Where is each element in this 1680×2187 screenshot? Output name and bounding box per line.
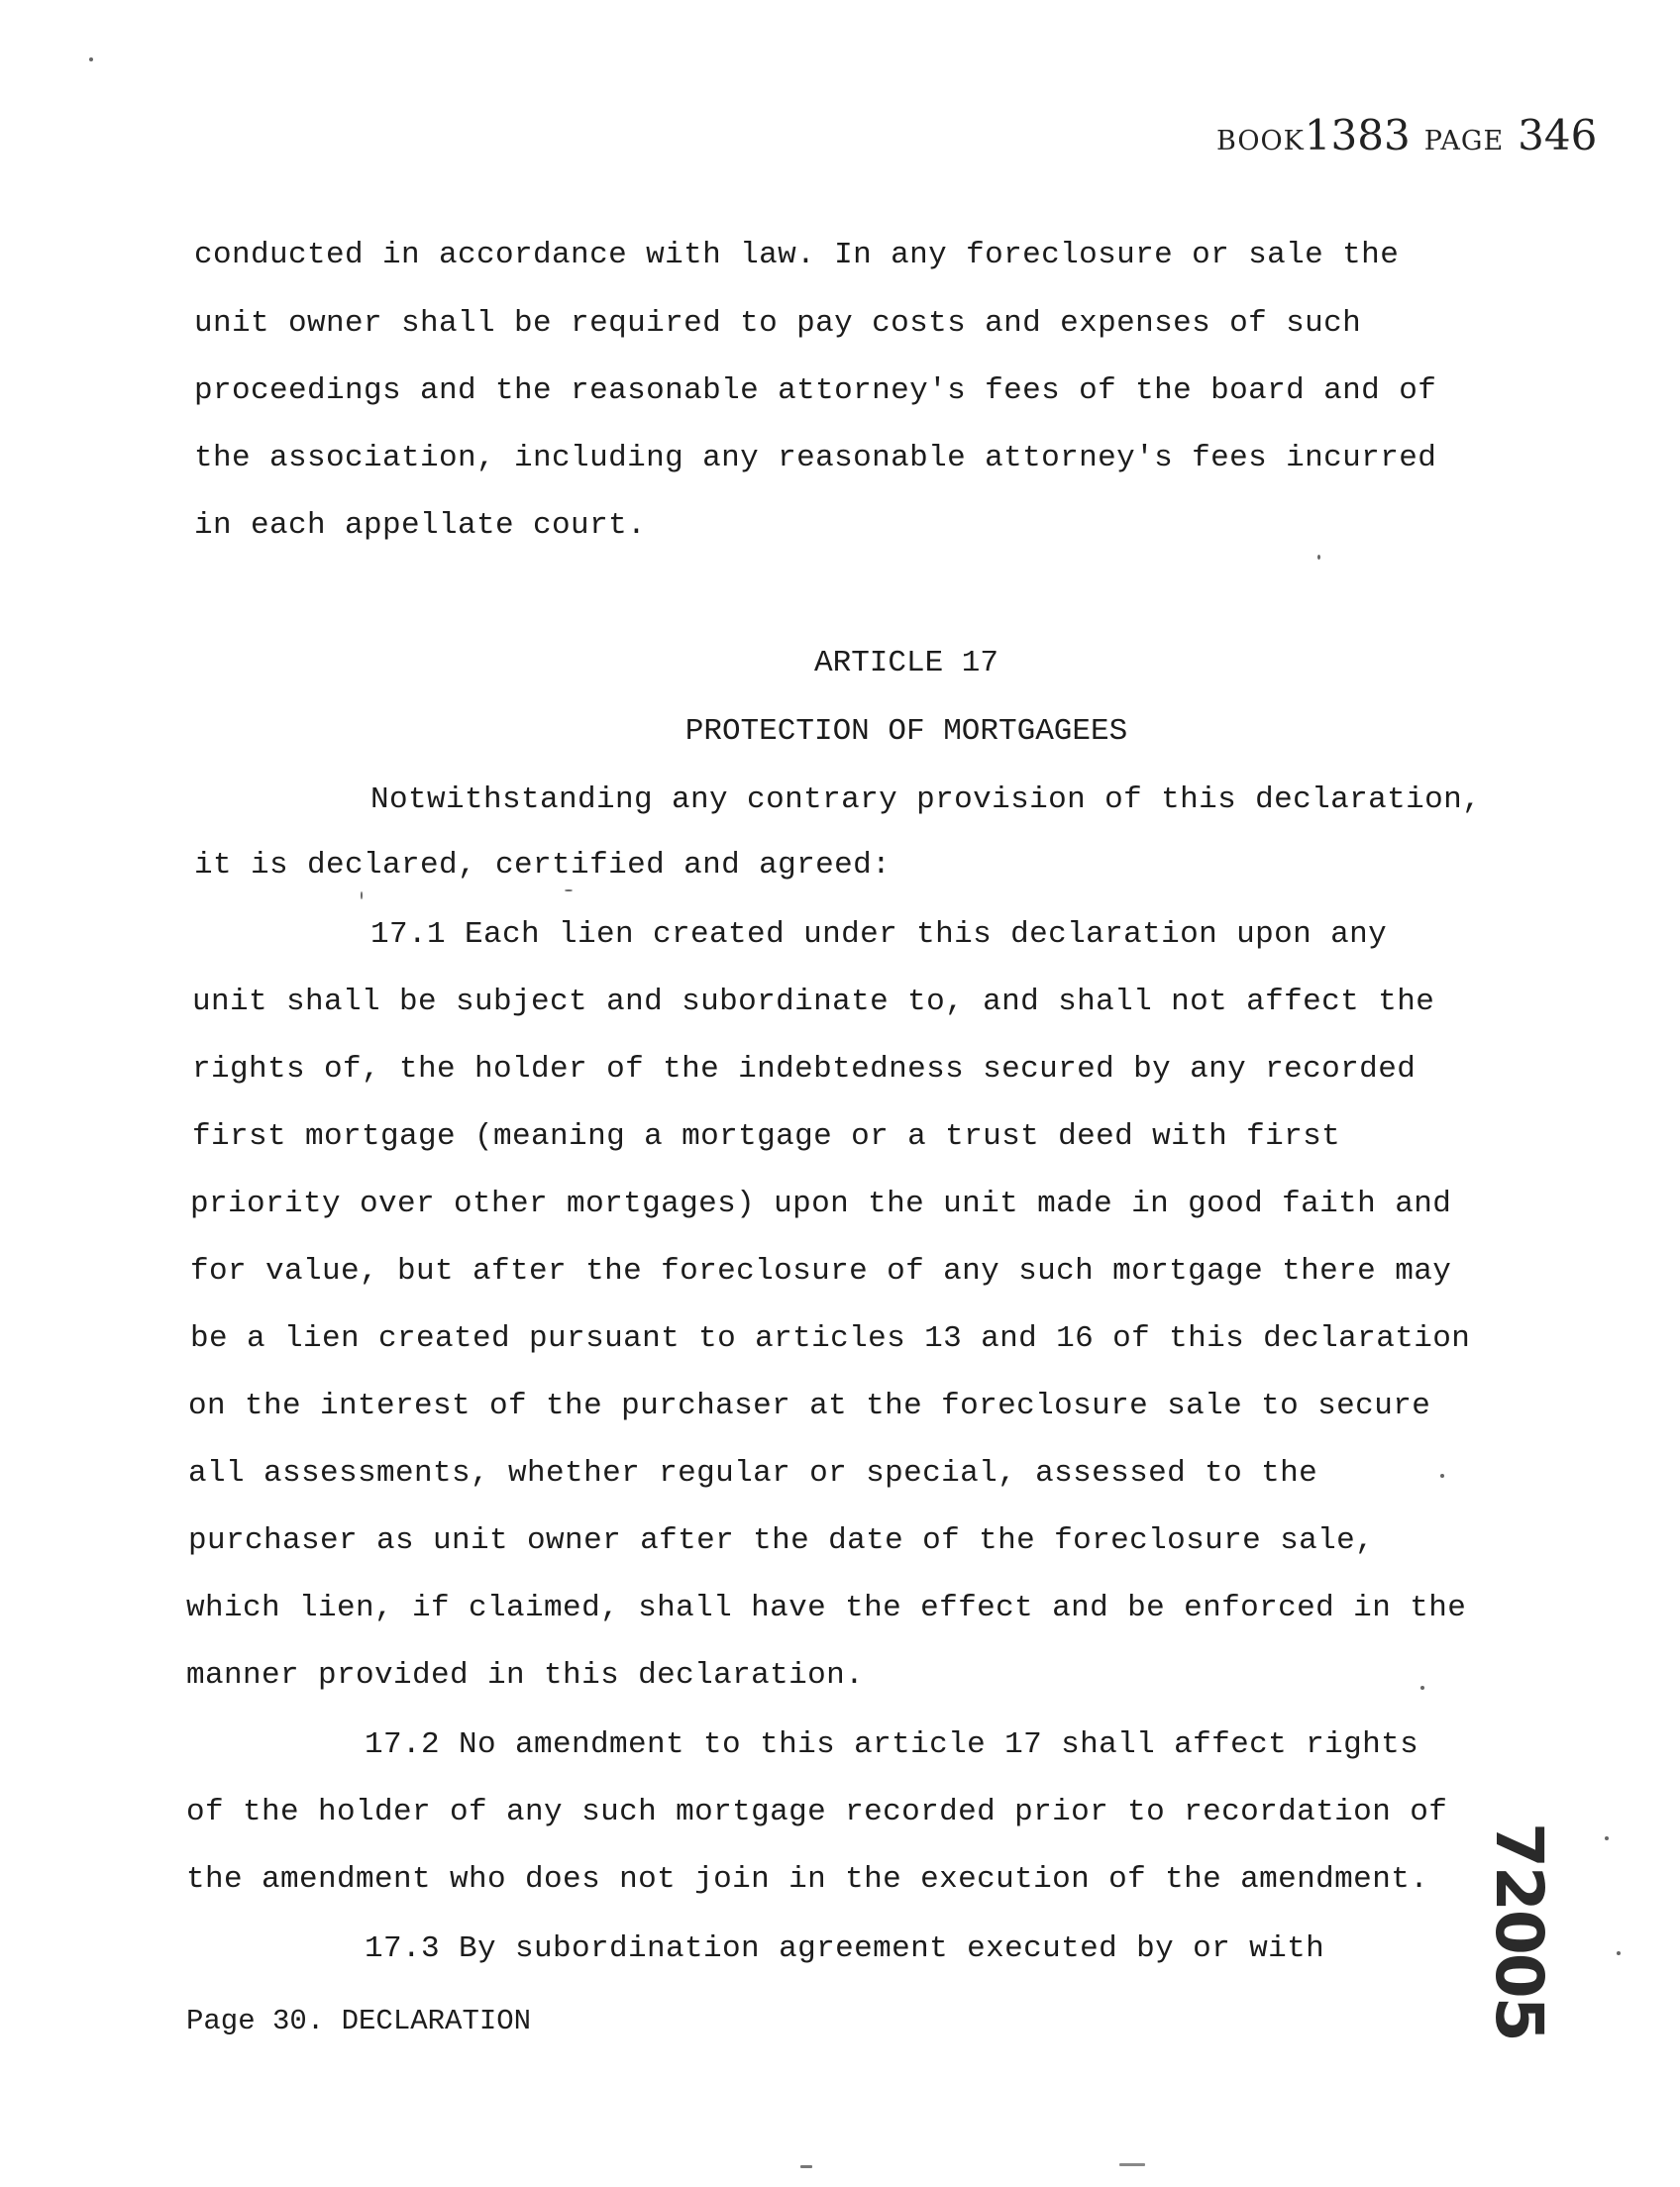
book-number: 1383 [1304,111,1411,159]
scan-speck [1617,1951,1621,1955]
scan-speck [565,889,573,891]
section-17-2-line: the amendment who does not join in the execution of the amendment. [186,1862,1429,1897]
section-17-1-line: 17.1 Each lien created under this declaration upon any [370,917,1388,952]
book-page-stamp [1216,111,1597,159]
text-line: proceedings and the reasonable attorney's fees of the board and of [194,373,1437,408]
article-heading: ARTICLE 17 [813,646,999,680]
scan-speck [89,57,93,61]
section-17-2-line: 17.2 No amendment to this article 17 shall affect rights [365,1727,1419,1762]
scan-speck [1119,2163,1145,2166]
section-17-1-line: on the interest of the purchaser at the foreclosure sale to secure [188,1389,1431,1423]
text-line: conducted in accordance with law. In any foreclosure or sale the [194,238,1400,272]
scan-speck [1317,555,1320,560]
scan-speck [800,2165,812,2168]
article-title: PROTECTION OF MORTGAGEES [684,714,1128,749]
section-17-1-line: for value, but after the foreclosure of any such mortgage there may [190,1254,1452,1289]
preamble-line: Notwithstanding any contrary provision of this declaration, [370,782,1482,817]
section-17-1-line: be a lien created pursuant to articles 13 and 16 of this declaration [190,1321,1471,1356]
section-17-1-line: rights of, the holder of the indebtedness secured by any recorded [192,1052,1417,1087]
text-line: in each appellate court. [194,508,647,543]
scan-speck [361,891,363,899]
text-line: unit owner shall be required to pay costs and expenses of such [194,306,1362,341]
page-number: 346 [1518,111,1598,159]
page-footer: Page 30. DECLARATION [186,2005,532,2037]
scan-speck [1440,1474,1444,1478]
scan-speck [1420,1686,1424,1690]
book-label: BOOK [1216,126,1305,156]
preamble-line: it is declared, certified and agreed: [194,848,892,883]
section-17-1-line: purchaser as unit owner after the date of the foreclosure sale, [188,1523,1375,1558]
page-label: PAGE [1423,126,1505,156]
section-17-1-line: first mortgage (meaning a mortgage or a trust deed with first [192,1119,1341,1154]
section-17-1-line: unit shall be subject and subordinate to, and shall not affect the [192,985,1435,1019]
text-line: the association, including any reasonable attorney's fees incurred [194,441,1437,475]
scan-speck [1605,1836,1609,1840]
section-17-1-line: priority over other mortgages) upon the unit made in good faith and [190,1187,1452,1221]
section-17-1-line: all assessments, whether regular or special, assessed to the [188,1456,1318,1491]
section-17-2-line: of the holder of any such mortgage recorded prior to recordation of [186,1795,1448,1829]
section-17-1-line: which lien, if claimed, shall have the effect and be enforced in the [186,1591,1467,1625]
section-17-3-line: 17.3 By subordination agreement executed by or with [365,1931,1325,1966]
section-17-1-line: manner provided in this declaration. [186,1658,865,1693]
margin-stamp-number: 72005 [1481,1822,1557,2040]
